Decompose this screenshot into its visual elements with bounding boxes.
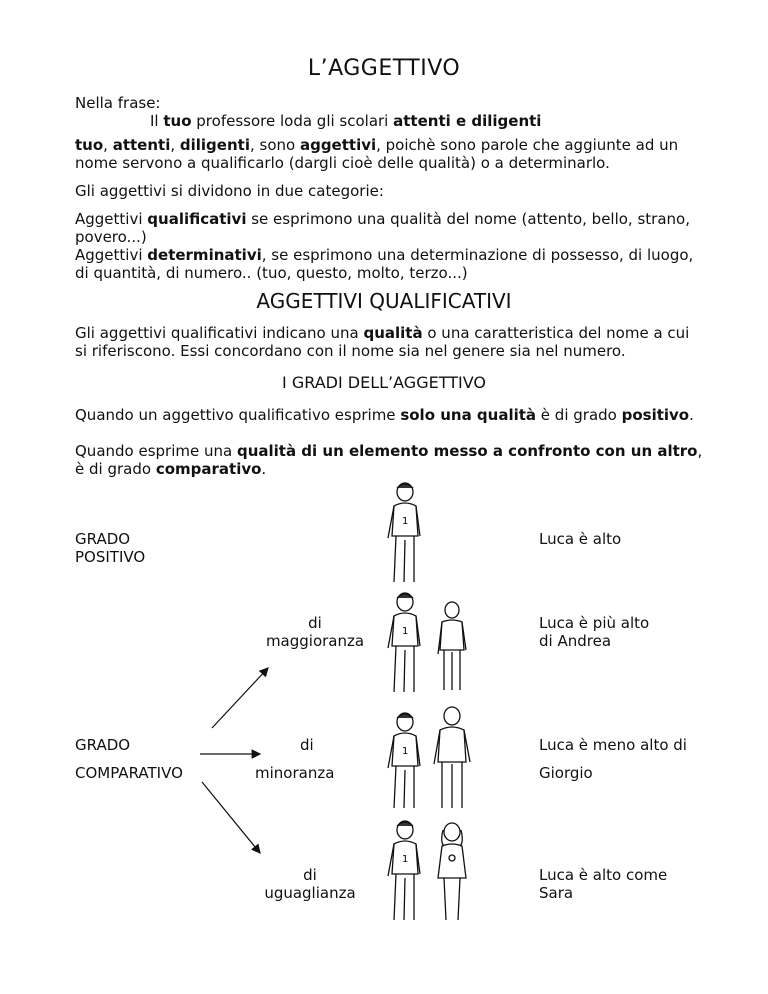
section-heading-qualificativi: AGGETTIVI QUALIFICATIVI <box>256 289 512 313</box>
svg-text:1: 1 <box>402 516 409 527</box>
uguaglianza-label: di uguaglianza <box>264 866 356 902</box>
svg-text:1: 1 <box>402 854 409 865</box>
section-heading-gradi: I GRADI DELL’AGGETTIVO <box>282 373 486 392</box>
luca-figure-icon <box>380 478 430 588</box>
arrow-maggioranza <box>212 668 268 728</box>
uguaglianza-example: Luca è alto come Sara <box>539 866 668 902</box>
page-title: L’AGGETTIVO <box>307 56 461 81</box>
example-sentence: Il tuo professore loda gli scolari attenti e diligenti <box>150 112 542 130</box>
category-qualificativi: Aggettivi qualificativi se esprimono una qualità del nome (attento, bello, strano, povero...) <box>75 210 690 246</box>
minoranza-example-1: Luca è meno alto di <box>539 736 687 754</box>
maggioranza-example: Luca è più alto di Andrea <box>539 614 650 650</box>
intro-lead: Nella frase: <box>75 94 161 112</box>
luca-sara-figures-icon <box>380 816 480 926</box>
comparativo-arrows <box>190 660 280 860</box>
minoranza-label-1: di <box>300 736 314 754</box>
category-determinativi: Aggettivi determinativi, se esprimono una determinazione di possesso, di luogo, di quantità, di numero.. (tuo, questo, molto, terzo...) <box>75 246 694 282</box>
qualificativi-text: Gli aggettivi qualificativi indicano una qualità o una caratteristica del nome a cui si riferiscono. Essi concordano con il nome sia nel genere sia nel numero. <box>75 324 690 360</box>
maggioranza-label: di maggioranza <box>265 614 365 650</box>
categories-lead: Gli aggettivi si dividono in due categorie: <box>75 182 384 200</box>
svg-text:1: 1 <box>402 746 409 757</box>
minoranza-label-2: minoranza <box>255 764 335 782</box>
minoranza-example-2: Giorgio <box>539 764 593 782</box>
luca-andrea-figures-icon <box>380 588 480 698</box>
grado-comparativo-label-1: GRADO <box>75 736 131 754</box>
svg-text:1: 1 <box>402 626 409 637</box>
grado-comparativo-label-2: COMPARATIVO <box>75 764 183 782</box>
gradi-line-positivo: Quando un aggettivo qualificativo esprime solo una qualità è di grado positivo. <box>75 406 694 424</box>
grado-positivo-label: GRADO POSITIVO <box>75 530 146 566</box>
positivo-example: Luca è alto <box>539 530 622 548</box>
gradi-line-comparativo: Quando esprime una qualità di un elemento messo a confronto con un altro, è di grado comparativo. <box>75 442 703 478</box>
arrow-uguaglianza <box>202 782 260 853</box>
luca-giorgio-figures-icon <box>380 704 480 814</box>
intro-explanation: tuo, attenti, diligenti, sono aggettivi, poichè sono parole che aggiunte ad un nome servono a qualificarlo (dargli cioè delle qualità) o a determinarlo. <box>75 136 679 172</box>
